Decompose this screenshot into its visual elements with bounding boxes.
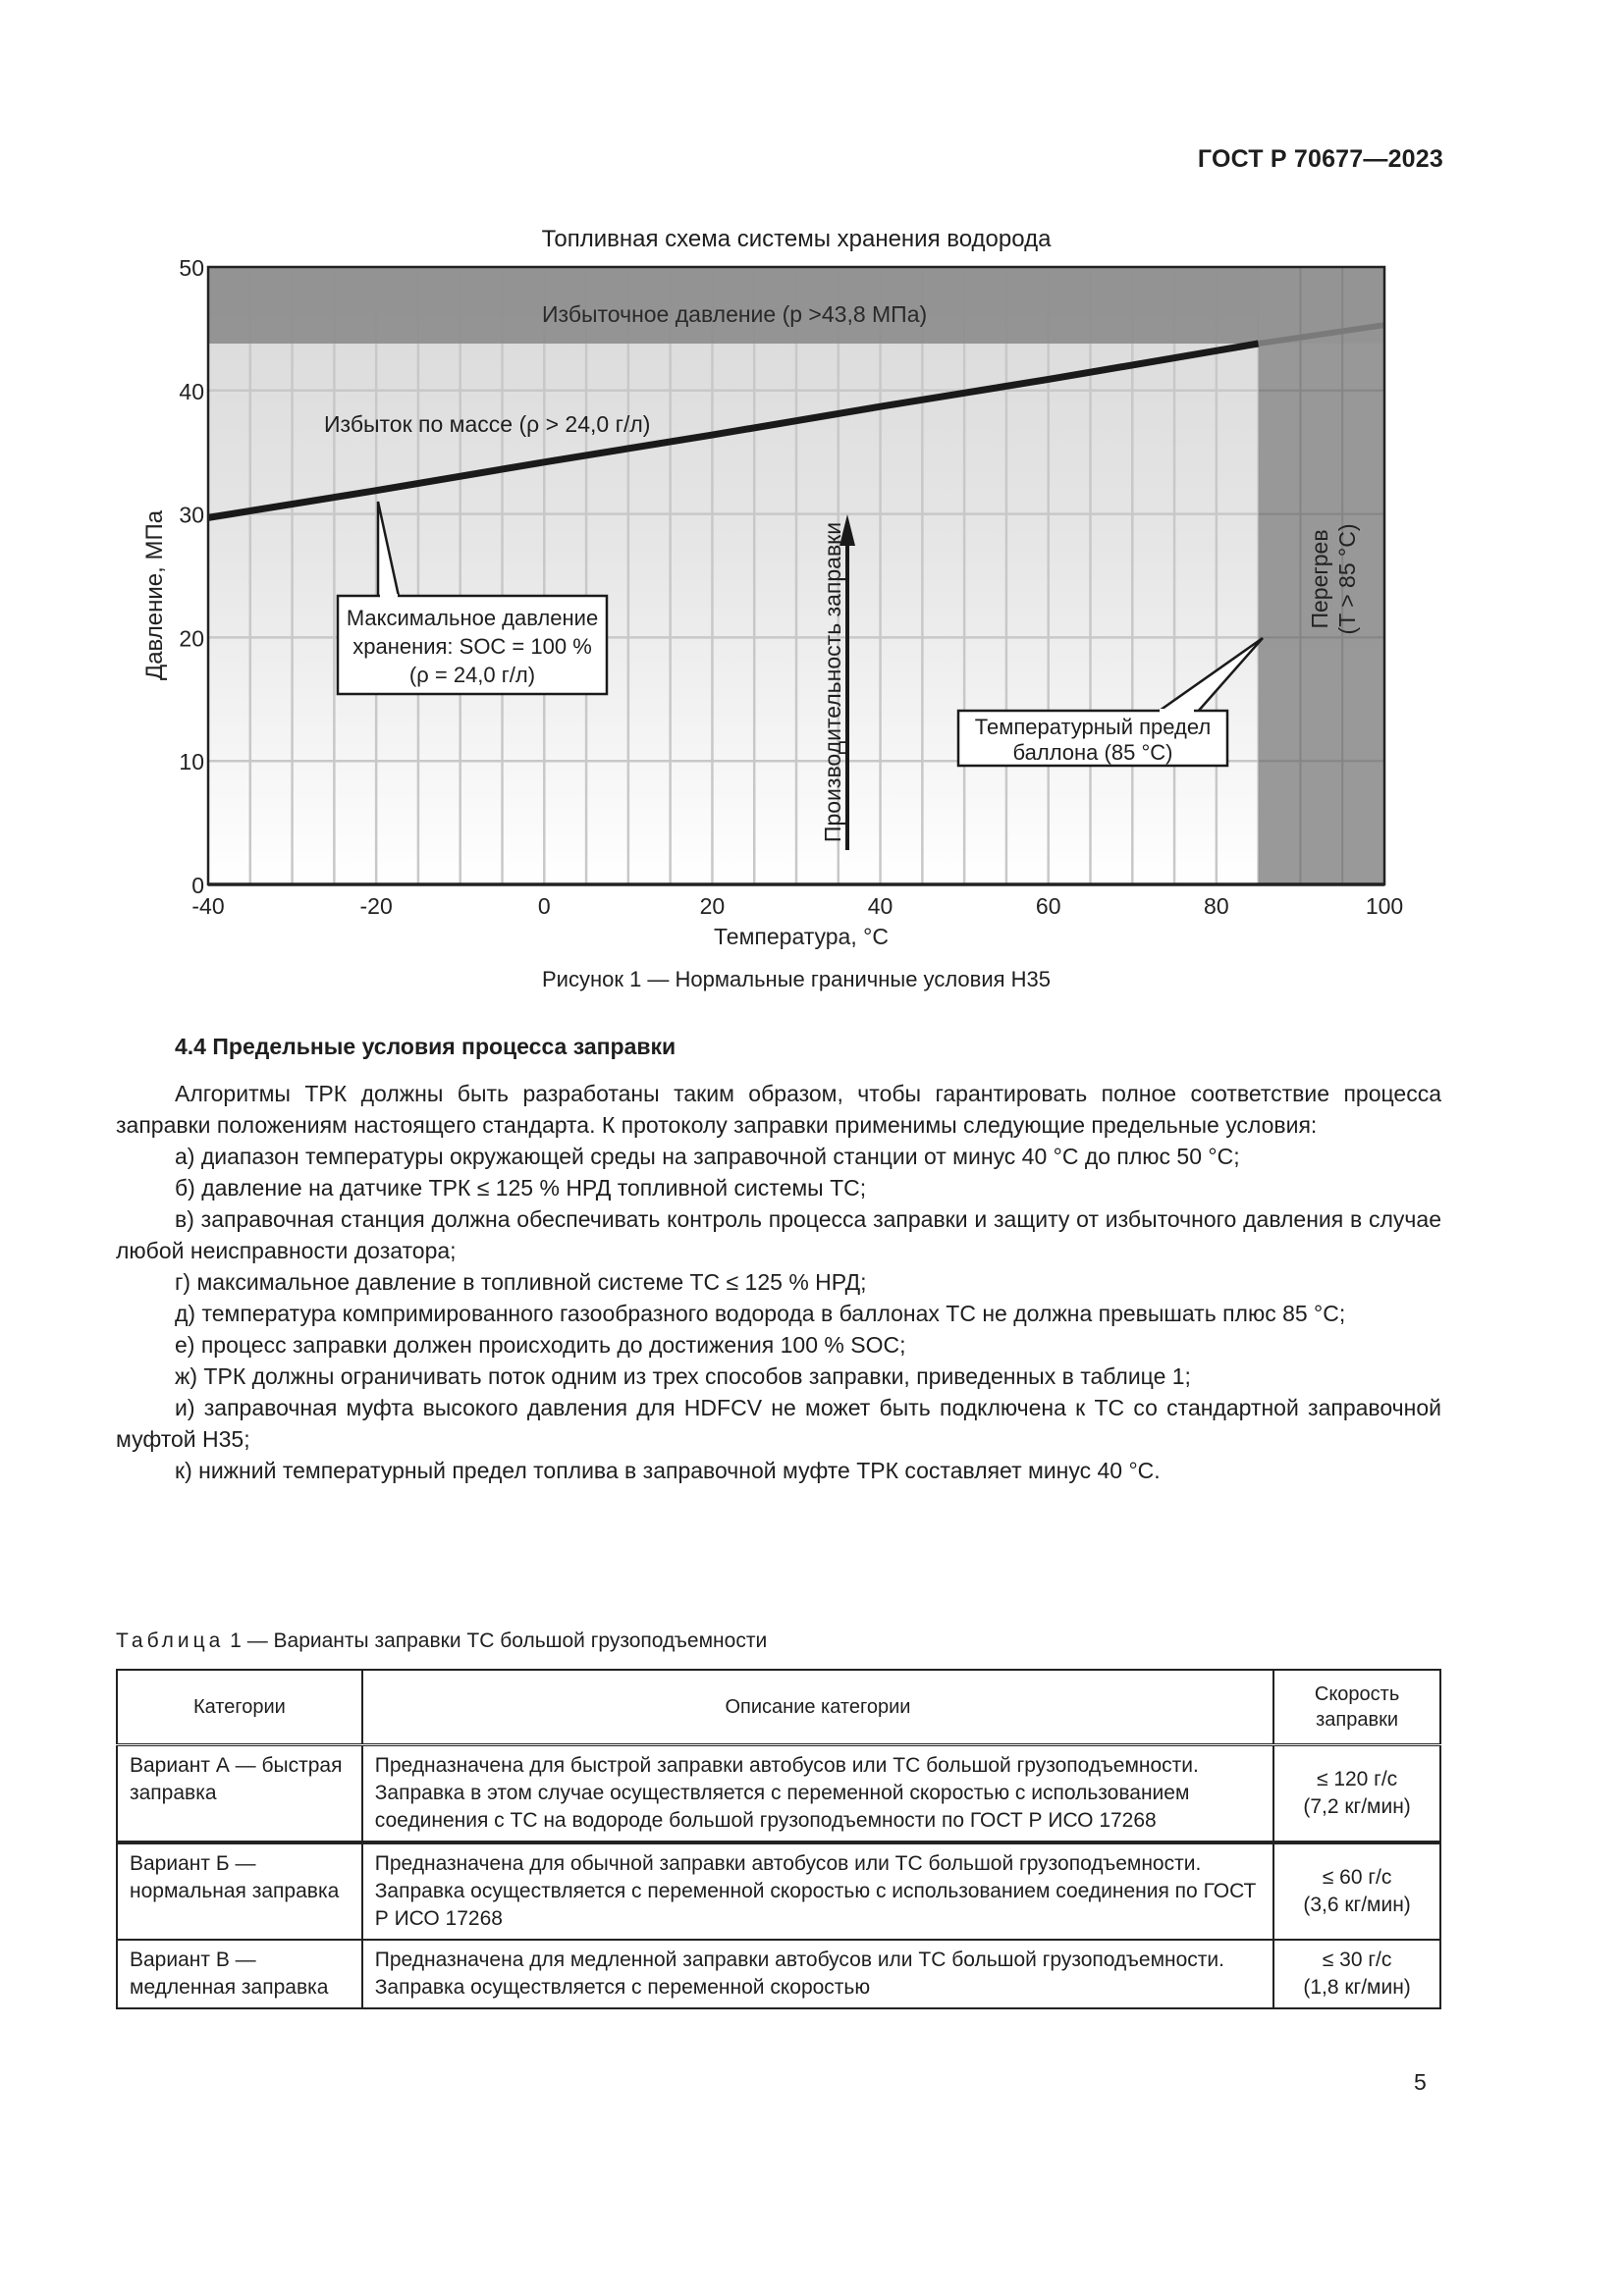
category-cell: Вариант В — медленная заправка [117, 1940, 362, 2008]
svg-text:Избыток по массе (ρ > 24,0 г/л: Избыток по массе (ρ > 24,0 г/л) [324, 411, 651, 437]
description-cell: Предназначена для медленной заправки автобусов или ТС большой грузоподъемности. Заправка осуществляется с переменной скоростью [362, 1940, 1273, 2008]
svg-text:30: 30 [179, 502, 204, 528]
svg-text:Температурный предел: Температурный предел [974, 715, 1212, 739]
svg-text:баллона (85 °C): баллона (85 °C) [1012, 740, 1173, 765]
svg-text:Перегрев: Перегрев [1307, 529, 1332, 629]
table-header-row [117, 1670, 1440, 1745]
speed-value-alt: (1,8 кг/мин) [1303, 1976, 1411, 1999]
svg-text:50: 50 [179, 255, 204, 281]
section-heading: 4.4 Предельные условия процесса заправки [175, 1034, 677, 1059]
list-item: е) процесс заправки должен происходить до достижения 100 % SOC; [175, 1332, 906, 1358]
speed-cell [1273, 1745, 1440, 1843]
pressure-temperature-chart [0, 0, 1624, 982]
speed-cell [1273, 1842, 1440, 1940]
table-row [117, 1940, 1440, 2008]
svg-text:20: 20 [179, 625, 204, 652]
svg-text:20: 20 [699, 893, 726, 919]
table-caption-title: 1 — Варианты заправки ТС большой грузоподъемности [224, 1629, 768, 1652]
description-cell: Предназначена для обычной заправки автобусов или ТС большой грузоподъемности. Заправка осуществляется с переменной скоростью с использованием соединения по ГОСТ Р ИСО 17268 [362, 1842, 1273, 1940]
svg-text:Избыточное давление (p >43,8 М: Избыточное давление (p >43,8 МПа) [542, 301, 928, 327]
svg-text:Максимальное давление: Максимальное давление [346, 606, 599, 630]
speed-cell [1273, 1940, 1440, 2008]
svg-text:(ρ = 24,0 г/л): (ρ = 24,0 г/л) [408, 663, 536, 687]
table-row [117, 1842, 1440, 1940]
list-item: ж) ТРК должны ограничивать поток одним из трех способов заправки, приведенных в таблице 1; [175, 1363, 1191, 1389]
svg-text:Производительность заправки: Производительность заправки [820, 521, 845, 843]
svg-text:(T > 85 °C): (T > 85 °C) [1334, 523, 1360, 635]
list-item: а) диапазон температуры окружающей среды на заправочной станции от минус 40 °C до плюс 50 °C; [175, 1144, 1240, 1169]
column-header-speed: Скорость заправки [1273, 1670, 1440, 1745]
speed-value-alt: (3,6 кг/мин) [1303, 1894, 1411, 1916]
intro-paragraph: Алгоритмы ТРК должны быть разработаны таким образом, чтобы гарантировать полное соответствие процесса заправки положениям настоящего стандарта. К протоколу заправки применимы следующие предельные условия: [116, 1081, 1441, 1138]
svg-text:10: 10 [179, 749, 204, 775]
svg-text:Температура, °C: Температура, °C [714, 924, 889, 949]
svg-text:-20: -20 [359, 893, 393, 919]
svg-text:хранения: SOC = 100 %: хранения: SOC = 100 % [352, 634, 592, 659]
table-row [117, 1745, 1440, 1843]
column-header-category: Категории [117, 1670, 362, 1745]
speed-value: ≤ 60 г/с [1322, 1866, 1392, 1889]
svg-text:0: 0 [537, 893, 551, 919]
svg-text:0: 0 [191, 873, 204, 898]
list-item: к) нижний температурный предел топлива в заправочной муфте ТРК составляет минус 40 °C. [175, 1458, 1161, 1483]
speed-value-alt: (7,2 кг/мин) [1303, 1795, 1411, 1818]
figure-caption: Рисунок 1 — Нормальные граничные условия H35 [541, 967, 1051, 991]
list-item: д) температура компримированного газообразного водорода в баллонах ТС не должна превышать плюс 85 °C; [175, 1301, 1346, 1326]
list-item: и) заправочная муфта высокого давления для HDFCV не может быть подключена к ТС со стандартной заправочной муфтой H35; [116, 1395, 1441, 1452]
section-body [116, 1078, 1441, 1486]
page-number: 5 [1414, 2069, 1427, 2095]
table-caption [116, 1629, 767, 1653]
table-caption-label: Таблица [116, 1629, 225, 1652]
list-item: г) максимальное давление в топливной системе ТС ≤ 125 % НРД; [175, 1269, 867, 1295]
speed-value: ≤ 30 г/с [1322, 1949, 1392, 1971]
speed-value: ≤ 120 г/с [1316, 1768, 1398, 1790]
column-header-description: Описание категории [362, 1670, 1273, 1745]
refueling-options-table [116, 1669, 1441, 2009]
category-cell: Вариант А — быстрая заправка [117, 1745, 362, 1843]
svg-text:Давление, МПа: Давление, МПа [141, 509, 168, 681]
svg-text:40: 40 [867, 893, 893, 919]
chart-title: Топливная схема системы хранения водорода [541, 226, 1052, 252]
svg-text:60: 60 [1035, 893, 1061, 919]
list-item: б) давление на датчике ТРК ≤ 125 % НРД топливной системы ТС; [175, 1175, 867, 1201]
svg-text:100: 100 [1365, 893, 1404, 919]
document-id-header: ГОСТ Р 70677—2023 [1197, 145, 1443, 173]
category-cell: Вариант Б — нормальная заправка [117, 1842, 362, 1940]
svg-text:-40: -40 [191, 893, 225, 919]
svg-text:80: 80 [1204, 893, 1229, 919]
description-cell: Предназначена для быстрой заправки автобусов или ТС большой грузоподъемности. Заправка в этом случае осуществляется с переменной скоростью с использованием соединения с ТС на водороде большой грузоподъемности по ГОСТ Р ИСО 17268 [362, 1745, 1273, 1843]
svg-text:40: 40 [179, 378, 204, 404]
list-item: в) заправочная станция должна обеспечивать контроль процесса заправки и защиту от избыточного давления в случае любой неисправности дозатора; [116, 1206, 1441, 1263]
